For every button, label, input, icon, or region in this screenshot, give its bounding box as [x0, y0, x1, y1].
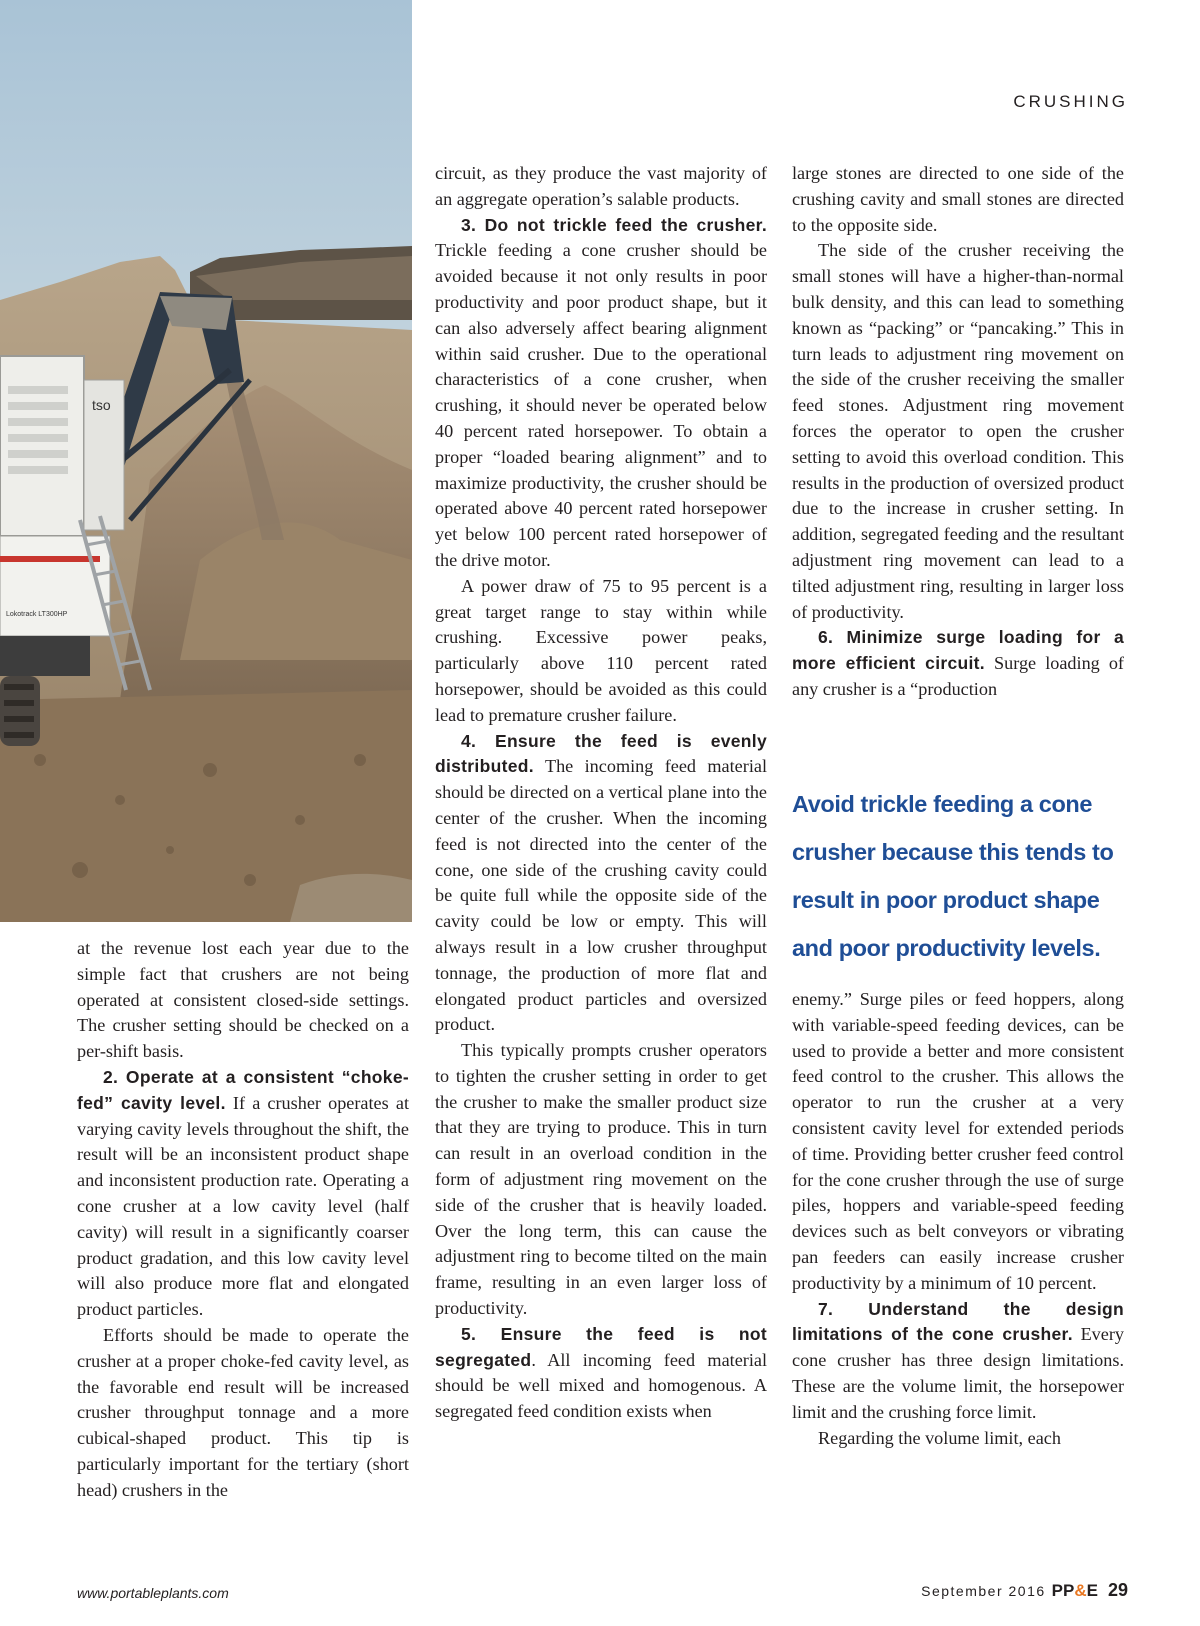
- paragraph: enemy.” Surge piles or feed hoppers, along with variable-speed feeding devices, can be used to provide a better and more consistent feed control to the crusher. This allows the operator to run the crusher at a very consistent cavity level for extended periods of time. Providing better crusher feed control for the cone crusher through the use of surge piles, hoppers and variable-speed feeding devices such as belt conveyors or vibrating pan feeders can easily increase crusher productivity by a minimum of 10 percent.: [792, 989, 1124, 1293]
- section-label: CRUSHING: [1013, 92, 1128, 111]
- text-column-3-top: [792, 161, 1124, 703]
- text-column-1: [77, 936, 409, 1504]
- crusher-photo-illustration: [0, 0, 412, 922]
- tip-body: The incoming feed material should be directed on a vertical plane into the center of the crusher. When the incoming feed is not directed into the center of the cone, one side of the crushing cavity could be quite full while the opposite side of the cavity could be low or empty. This will always result in a low crusher throughput tonnage, the production of more flat and elongated product particles and oversized product.: [435, 756, 767, 1035]
- machine-brand-text: tso: [92, 397, 111, 413]
- paragraph: Efforts should be made to operate the crusher at a proper choke-fed cavity level, as the favorable end result will be increased crusher throughput tonnage and a more cubical-shaped product. This tip is particularly important for the tertiary (short head) crushers in the: [77, 1324, 409, 1500]
- tip-body: If a crusher operates at varying cavity levels throughout the shift, the result will be an inconsistent product shape and inconsistent production rate. Operating a cone crusher at a low cavity level (half cavity) will result in a significantly coarser product gradation, and this low cavity level will also produce more flat and elongated product particles.: [77, 1092, 409, 1320]
- tip-body: . All incoming feed material should be well mixed and homogenous. A segregated feed condition exists when: [435, 1349, 767, 1422]
- tip-heading: 2. Operate at a consistent “choke-fed” cavity level.: [77, 1066, 409, 1113]
- paragraph-tip-6: [792, 625, 1124, 702]
- tip-body: Trickle feeding a cone crusher should be avoided because it not only results in poor productivity and poor product shape, but it can also adversely affect bearing alignment within said crusher. Due to the operational characteristics of a cone crusher, when crushing, it should never be operated below 40 percent rated horsepower. To obtain a proper “loaded bearing alignment” and to maximize productivity, the crusher should be operated above 40 percent rated horsepower yet below 100 percent rated horsepower of the drive motor.: [435, 240, 767, 570]
- footer-website-link[interactable]: www.portableplants.com: [77, 1585, 229, 1601]
- machine-model-text: Lokotrack LT300HP: [6, 611, 68, 618]
- paragraph-tip-3: [435, 213, 767, 574]
- footer-folio: [921, 1580, 1128, 1601]
- tip-heading: 3. Do not trickle feed the crusher.: [461, 214, 767, 235]
- paragraph: A power draw of 75 to 95 percent is a great target range to stay within while crushing. Excessive power peaks, particularly above 110 percent rated horsepower, should be avoided as this could lead to premature crusher failure.: [435, 575, 767, 725]
- tip-body: Surge loading of any crusher is a “production: [792, 653, 1124, 699]
- tip-body: Every cone crusher has three design limitations. These are the volume limit, the horsepower limit and the crushing force limit.: [792, 1324, 1124, 1422]
- issue-date: September 2016: [921, 1583, 1046, 1599]
- paragraph: at the revenue lost each year due to the simple fact that crushers are not being operated at consistent closed-side settings. The crusher setting should be checked on a per-shift basis.: [77, 938, 409, 1062]
- paragraph: The side of the crusher receiving the small stones will have a higher-than-normal bulk density, and this can lead to something known as “packing” or “pancaking.” This in turn leads to adjustment ring movement on the side of the crusher receiving the smaller feed stones. Adjustment ring movement forces the operator to open the crusher setting to avoid this overload condition. This results in the production of oversized product due to the increase in crusher setting. In addition, segregated feeding and the resultant adjustment ring movement can lead to a tilted adjustment ring, resulting in larger loss of productivity.: [792, 240, 1124, 622]
- tip-heading: 6. Minimize surge loading for a more efficient circuit.: [792, 627, 1124, 674]
- paragraph: Regarding the volume limit, each: [818, 1427, 1061, 1448]
- tip-heading: 5. Ensure the feed is not segregated: [435, 1323, 767, 1370]
- logo-amp: &: [1074, 1581, 1087, 1600]
- crusher-photo: [0, 0, 412, 922]
- paragraph-tip-2: [77, 1065, 409, 1323]
- paragraph: circuit, as they produce the vast majority of an aggregate operation’s salable products.: [435, 163, 767, 209]
- paragraph-tip-4: [435, 729, 767, 1039]
- paragraph-tip-7: [792, 1297, 1124, 1426]
- tip-heading: 7. Understand the design limitations of the cone crusher.: [792, 1298, 1124, 1345]
- tip-heading: 4. Ensure the feed is evenly distributed.: [435, 730, 767, 777]
- logo-pp: PP: [1051, 1581, 1075, 1600]
- pull-quote: Avoid trickle feeding a cone crusher because this tends to result in poor product shape and poor productivity levels.: [792, 791, 1114, 961]
- text-column-2: [435, 161, 767, 1425]
- page-number: 29: [1107, 1580, 1128, 1600]
- paragraph: large stones are directed to one side of the crushing cavity and small stones are directed to the opposite side.: [792, 163, 1124, 235]
- paragraph: This typically prompts crusher operators to tighten the crusher setting in order to get the crusher to make the smaller product size that they are trying to produce. This in turn can result in an overload condition in the form of adjustment ring movement on the side of the crusher that is heavily loaded. Over the long term, this can cause the adjustment ring to become tilted on the main frame, resulting in an even larger loss of productivity.: [435, 1040, 767, 1319]
- logo-e: E: [1086, 1581, 1098, 1600]
- paragraph-tip-5: [435, 1322, 767, 1425]
- text-column-3-bottom: [792, 987, 1124, 1451]
- magazine-logo: [1052, 1581, 1098, 1601]
